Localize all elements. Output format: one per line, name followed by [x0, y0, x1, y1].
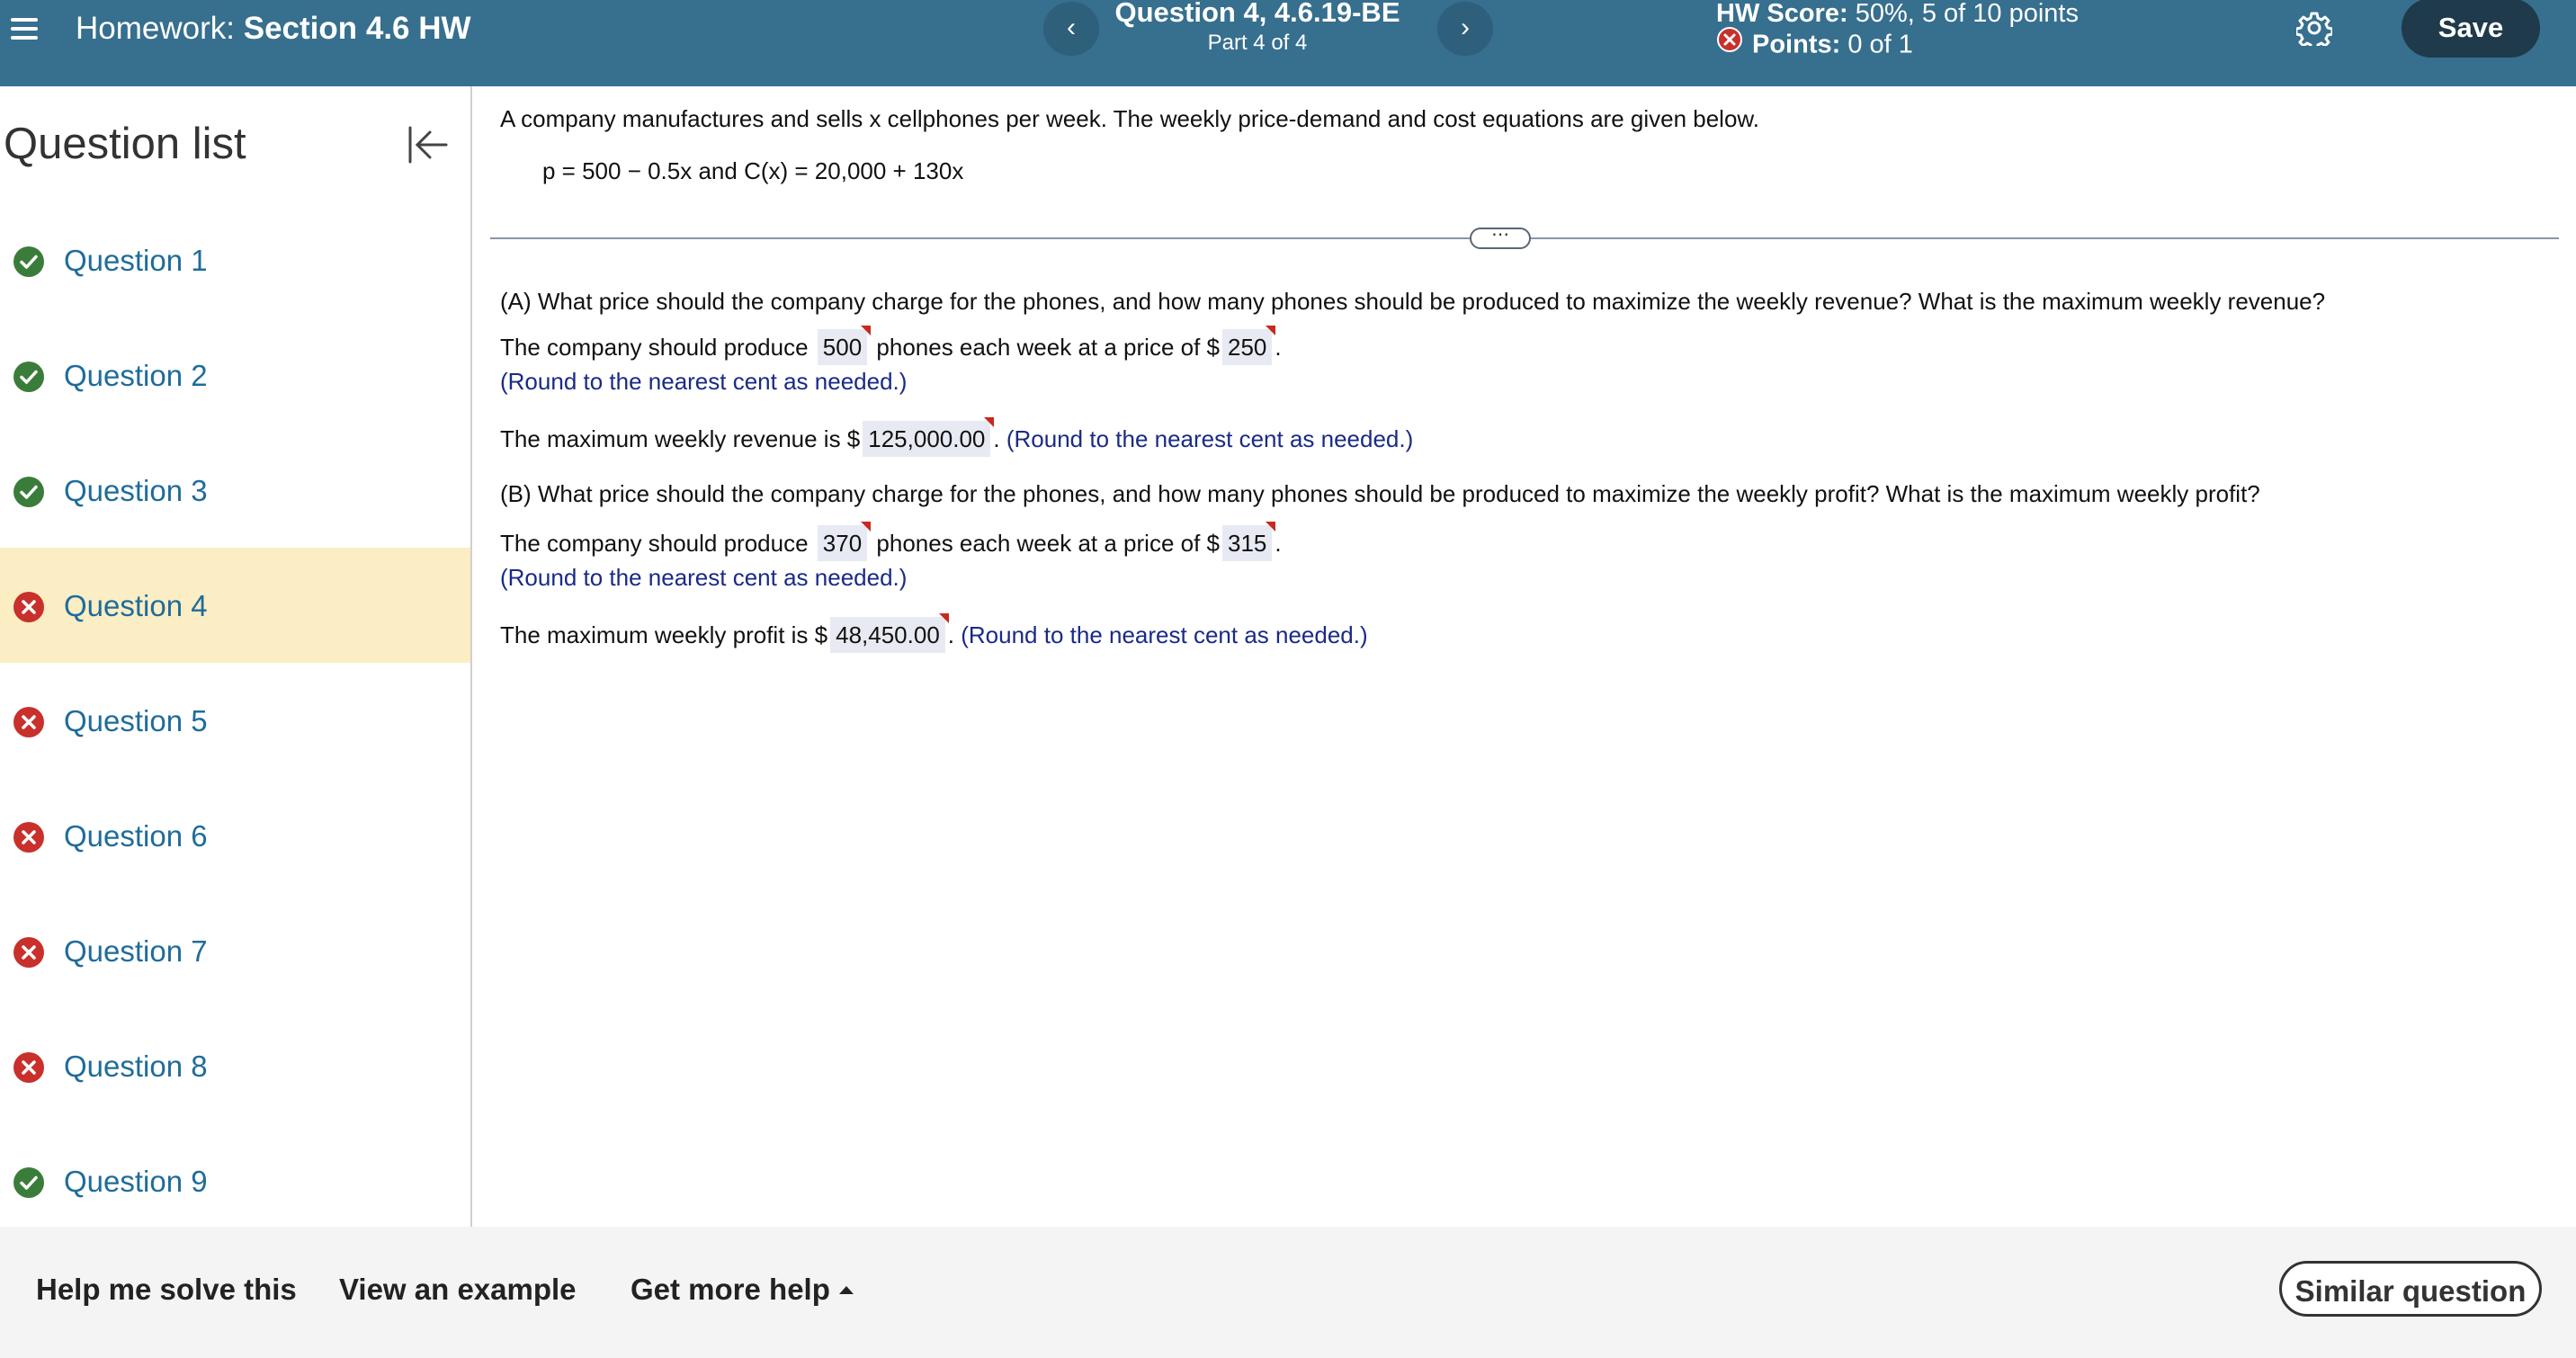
- check-circle-icon: [13, 246, 45, 278]
- part-a-price-answer[interactable]: 250: [1222, 329, 1272, 365]
- chevron-right-icon: ›: [1461, 13, 1470, 42]
- check-circle-icon: [13, 361, 45, 393]
- x-circle-icon: [13, 591, 45, 623]
- part-b-question: (B) What price should the company charge for the phones, and how many phones should be produced to maximize the weekly profit? What is the maximum weekly profit?: [500, 480, 2260, 507]
- part-a-question: (A) What price should the company charge for the phones, and how many phones should be produced to maximize the weekly revenue? What is the maximum weekly revenue?: [500, 288, 2326, 315]
- question-list-item-label: Question 7: [64, 934, 208, 968]
- question-list-item-label: Question 1: [64, 244, 208, 277]
- part-b-max-prefix: The maximum weekly profit is $: [500, 621, 828, 648]
- hw-score: [1716, 0, 2079, 29]
- part-a-produce-line: The company should produce 500 phones each week at a price of $ 250 .: [500, 329, 1282, 365]
- hw-score-label: HW Score:: [1716, 0, 1848, 28]
- question-list-item[interactable]: [0, 663, 470, 778]
- part-b-quantity-answer[interactable]: 370: [818, 525, 867, 561]
- x-circle-icon: [13, 1051, 45, 1084]
- question-list-sidebar: [0, 86, 472, 1227]
- check-circle-icon: [13, 476, 45, 508]
- question-list-item[interactable]: [0, 202, 470, 317]
- question-list-item[interactable]: [0, 548, 470, 663]
- homework-title: [76, 11, 471, 47]
- help-me-solve-button[interactable]: Help me solve this: [36, 1273, 297, 1306]
- part-b-produce-line: The company should produce 370 phones each week at a price of $ 315 .: [500, 525, 1282, 561]
- part-b-price-answer[interactable]: 315: [1222, 525, 1272, 561]
- question-list-item[interactable]: [0, 1008, 470, 1123]
- question-part: Part 4 of 4: [1207, 31, 1308, 55]
- part-a-max-line: The maximum weekly revenue is $ 125,000.00 . (Round to the nearest cent as needed.): [500, 421, 1413, 457]
- question-list-item-label: Question 9: [64, 1165, 208, 1198]
- homework-section: Section 4.6 HW: [243, 11, 471, 46]
- get-more-help-label: Get more help: [631, 1273, 830, 1306]
- points: [1716, 29, 1913, 63]
- caret-up-icon: [839, 1286, 854, 1294]
- question-title: Question 4, 4.6.19-BE: [1114, 0, 1400, 28]
- get-more-help-button[interactable]: [631, 1272, 854, 1308]
- previous-question-button[interactable]: [1043, 2, 1099, 56]
- hamburger-menu-icon[interactable]: [11, 16, 38, 41]
- help-footer: [0, 1227, 2576, 1358]
- homework-label: Homework:: [76, 11, 235, 46]
- next-question-button[interactable]: [1437, 2, 1493, 56]
- part-b-max-line: The maximum weekly profit is $ 48,450.00 . (Round to the nearest cent as needed.): [500, 617, 1368, 653]
- similar-question-button[interactable]: Similar question: [2279, 1261, 2542, 1317]
- question-list-item-label: Question 2: [64, 359, 208, 392]
- points-value: 0 of 1: [1847, 30, 1913, 59]
- part-a-round-note: (Round to the nearest cent as needed.): [500, 368, 908, 395]
- x-circle-icon: [13, 936, 45, 969]
- part-b-max-profit-answer[interactable]: 48,450.00: [830, 617, 945, 653]
- divider-handle[interactable]: ⋯: [1470, 228, 1531, 249]
- part-a-max-revenue-answer[interactable]: 125,000.00: [863, 421, 990, 457]
- question-panel: [472, 86, 2576, 1227]
- question-list-item[interactable]: [0, 1123, 470, 1238]
- part-b-produce-prefix: The company should produce: [500, 530, 809, 557]
- part-a-max-prefix: The maximum weekly revenue is $: [500, 425, 861, 452]
- question-list-item-label: Question 4: [64, 589, 208, 622]
- problem-intro: A company manufactures and sells x cellphones per week. The weekly price-demand and cost equations are given below.: [500, 105, 1759, 132]
- question-list-item-label: Question 5: [64, 704, 208, 737]
- part-a-produce-prefix: The company should produce: [500, 334, 809, 361]
- question-list-item-label: Question 3: [64, 474, 208, 507]
- incorrect-icon: [1716, 26, 1743, 60]
- x-circle-icon: [13, 821, 45, 853]
- question-list-item[interactable]: [0, 433, 470, 548]
- view-example-button[interactable]: View an example: [339, 1273, 577, 1306]
- x-circle-icon: [13, 706, 45, 738]
- part-a-max-note: (Round to the nearest cent as needed.): [1006, 425, 1414, 452]
- top-bar: [0, 0, 2576, 86]
- collapse-left-icon[interactable]: [407, 124, 450, 165]
- part-a-produce-mid: phones each week at a price of $: [876, 334, 1220, 361]
- question-list-item-label: Question 6: [64, 819, 208, 853]
- points-label: Points:: [1752, 30, 1841, 59]
- question-list-item-label: Question 8: [64, 1050, 208, 1083]
- part-a-quantity-answer[interactable]: 500: [818, 329, 867, 365]
- save-button[interactable]: Save: [2402, 0, 2540, 58]
- problem-equation: p = 500 − 0.5x and C(x) = 20,000 + 130x: [542, 157, 964, 184]
- part-b-max-note: (Round to the nearest cent as needed.): [961, 621, 1368, 648]
- part-b-round-note: (Round to the nearest cent as needed.): [500, 564, 908, 591]
- gear-icon[interactable]: [2296, 10, 2332, 46]
- hw-score-value: 50%, 5 of 10 points: [1855, 0, 2079, 28]
- question-list-title: Question list: [4, 120, 246, 168]
- question-list-item[interactable]: [0, 778, 470, 893]
- chevron-left-icon: ‹: [1067, 13, 1076, 42]
- part-b-produce-mid: phones each week at a price of $: [876, 530, 1220, 557]
- question-list-item[interactable]: [0, 317, 470, 433]
- check-circle-icon: [13, 1166, 45, 1199]
- question-list-item[interactable]: [0, 893, 470, 1008]
